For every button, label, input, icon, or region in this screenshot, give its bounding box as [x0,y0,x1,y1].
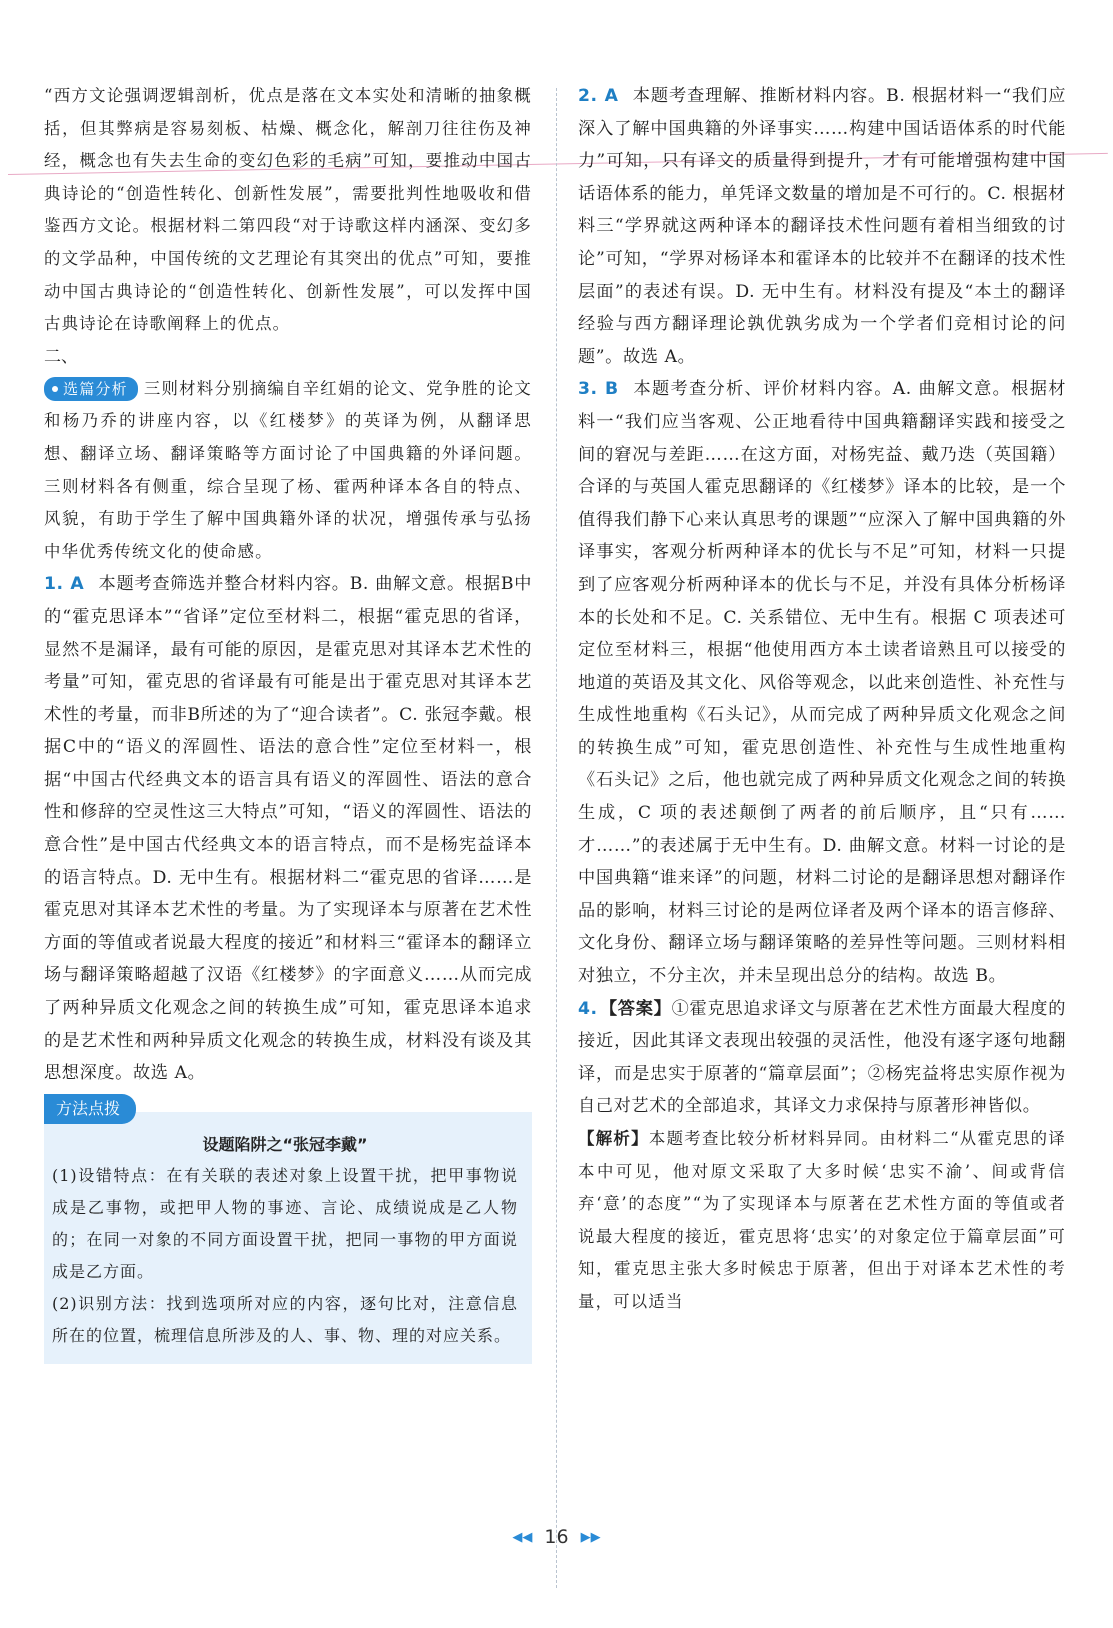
answer-text: ①霍克思追求译文与原著在艺术性方面最大程度的接近，因此其译文表现出较强的灵活性，他没有逐字逐句地翻译，而是忠实于原著的“篇章层面”；②杨宪益将忠实原作视为自己对艺术的全部追求，其译文力求保持与原著形神皆似。 [578,998,1066,1117]
question-3 [578,373,1066,992]
analysis-paragraph [44,373,532,569]
right-column [578,80,1066,1319]
section-heading: 二、 [44,346,78,367]
next-page-icon[interactable]: ▶▶ [580,1530,601,1545]
question-2-number: 2. A [578,86,619,106]
question-3-text: 本题考查分析、评价材料内容。A. 曲解文意。根据材料一“我们应当客观、公正地看待中国典籍翻译实践和接受之间的窘况与差距……在这方面，对杨宪益、戴乃迭（英国籍）合译的与英国人霍克思翻译的《红楼梦》译本的比较，是一个值得我们静下心来认真思考的课题”“应深入了解中国典籍的外译事实，客观分析两种译本的优长与不足”可知，材料一只提到了应客观分析两种译本的优长与不足，并没有具体分析杨译本的长处和不足。C. 关系错位、无中生有。根据 C 项表述可定位至材料三，根据“他使用西方本土读者谙熟且可以接受的地道的英语及其文化、风俗等观念，以此来创造性、补充性与生成性地重构《石头记》，从而完成了两种异质文化观念之间的转换生成”可知，霍克思创造性、补充性与生成性地重构《石头记》之后，他也就完成了两种异质文化观念之间的转换生成，C 项的表述颠倒了两者的前后顺序，且“只有……才……”的表述属于无中生有。D. 曲解文意。材料一讨论的是中国典籍“谁来译”的问题，材料二讨论的是翻译思想对翻译作品的影响，材料三讨论的是两位译者及两个译本的语言修辞、文化身份、翻译立场与翻译策略的差异性等问题。三则材料相对独立，不分主次，并未呈现出总分的结构。故选 B。 [578,379,1067,987]
page-number: 16 [544,1526,569,1548]
answer-label: 【答案】 [599,998,672,1019]
paragraph-intro: “西方文论强调逻辑剖析，优点是落在文本实处和清晰的抽象概括，但其弊病是容易刻板、枯燥、概念化，解剖刀往往伤及神经，概念也有失去生命的变幻色彩的毛病”可知，要推动中国古典诗论的“创造性转化、创新性发展”，需要批判性地吸收和借鉴西方文论。根据材料二第四段“对于诗歌这样内涵深、变幻多的文学品种，中国传统的文艺理论有其突出的优点”可知，要推动中国古典诗论的“创造性转化、创新性发展”，可以发挥中国古典诗论在诗歌阐释上的优点。 [44,86,532,334]
question-2 [578,80,1066,373]
page-footer [0,1526,1113,1548]
question-2-text: 本题考查理解、推断材料内容。B. 根据材料一“我们应深入了解中国典籍的外译事实……构建中国话语体系的时代能力”可知，只有译文的质量得到提升，才有可能增强构建中国话语体系的能力，单凭译文数量的增加是不可行的。C. 根据材料三“学界就这两种译本的翻译技术性问题有着相当细致的讨论”可知，“学界对杨译本和霍译本的比较并不在翻译的技术性层面”的表述有误。D. 无中生有。材料没有提及“本土的翻译经验与西方翻译理论孰优孰劣成为一个学者们竞相讨论的问题”。故选 A。 [578,86,1066,367]
left-column [44,80,532,1364]
question-1-number: 1. A [44,574,85,595]
method-tag: 方法点拨 [44,1094,136,1124]
method-point-1: (1)设错特点：在有关联的表述对象上设置干扰，把甲事物说成是乙事物，或把甲人物的事迹、言论、成绩说成是乙人物的；在同一对象的不同方面设置干扰，把同一事物的甲方面说成是乙方面。 [52,1165,518,1281]
question-4-number: 4. [578,998,598,1019]
question-3-number: 3. B [578,379,619,400]
column-divider [556,88,557,1588]
question-1-text: 本题考查筛选并整合材料内容。B. 曲解文意。根据B中的“霍克思译本”“省译”定位至材料二，根据“霍克思的省译，显然不是漏译，最有可能的原因，是霍克思对其译本艺术性的考量”可知，霍克思的省译最有可能是出于霍克思对其译本艺术性的考量，而非B所述的为了“迎合读者”。C. 张冠李戴。根据C中的“语义的浑圆性、语法的意合性”定位至材料一，根据“中国古代经典文本的语言具有语义的浑圆性、语法的意合性和修辞的空灵性这三大特点”可知，“语义的浑圆性、语法的意合性”是中国古代经典文本的语言特点，而不是杨宪益译本的语言特点。D. 无中生有。根据材料二“霍克思的省译……是霍克思对其译本艺术性的考量。为了实现译本与原著在艺术性方面的等值或者说最大程度的接近”和材料三“霍译本的翻译立场与翻译策略超越了汉语《红楼梦》的字面意义……从而完成了两种异质文化观念之间的转换生成”可知，霍克思译本追求的是艺术性和两种异质文化观念的转换生成，材料没有谈及其思想深度。故选 A。 [44,574,532,1084]
dot-icon [52,386,58,392]
method-box [44,1098,532,1364]
analysis-badge [44,377,138,401]
question-4-analysis [578,1123,1066,1319]
previous-page-icon[interactable]: ◀◀ [512,1530,533,1545]
method-title: 设题陷阱之“张冠李戴” [202,1134,368,1154]
analysis-text: 三则材料分别摘编自辛红娟的论文、党争胜的论文和杨乃乔的讲座内容，以《红楼梦》的英译为例，从翻译思想、翻译立场、翻译策略等方面讨论了中国典籍的外译问题。三则材料各有侧重，综合呈现了杨、霍两种译本各自的特点、风貌，有助于学生了解中国典籍外译的状况，增强传承与弘扬中华优秀传统文化的使命感。 [44,378,532,561]
question-1 [44,568,532,1090]
analysis-badge-label: 选篇分析 [63,379,128,398]
method-point-2: (2)识别方法：找到选项所对应的内容，逐句比对，注意信息所在的位置，梳理信息所涉及的人、事、物、理的对应关系。 [52,1293,518,1345]
analysis-label: 【解析】 [578,1129,649,1148]
question-4-answer [578,993,1066,1123]
analysis-body: 本题考查比较分析材料异同。由材料二“从霍克思的译本中可见，他对原文采取了大多时候‘忠实不渝’、间或背信弃‘意’的态度”“为了实现译本与原著在艺术性方面的等值或者说最大程度的接近，霍克思将‘忠实’的对象定位于篇章层面”可知，霍克思主张大多时候忠于原著，但出于对译本艺术性的考量，可以适当 [578,1129,1066,1311]
